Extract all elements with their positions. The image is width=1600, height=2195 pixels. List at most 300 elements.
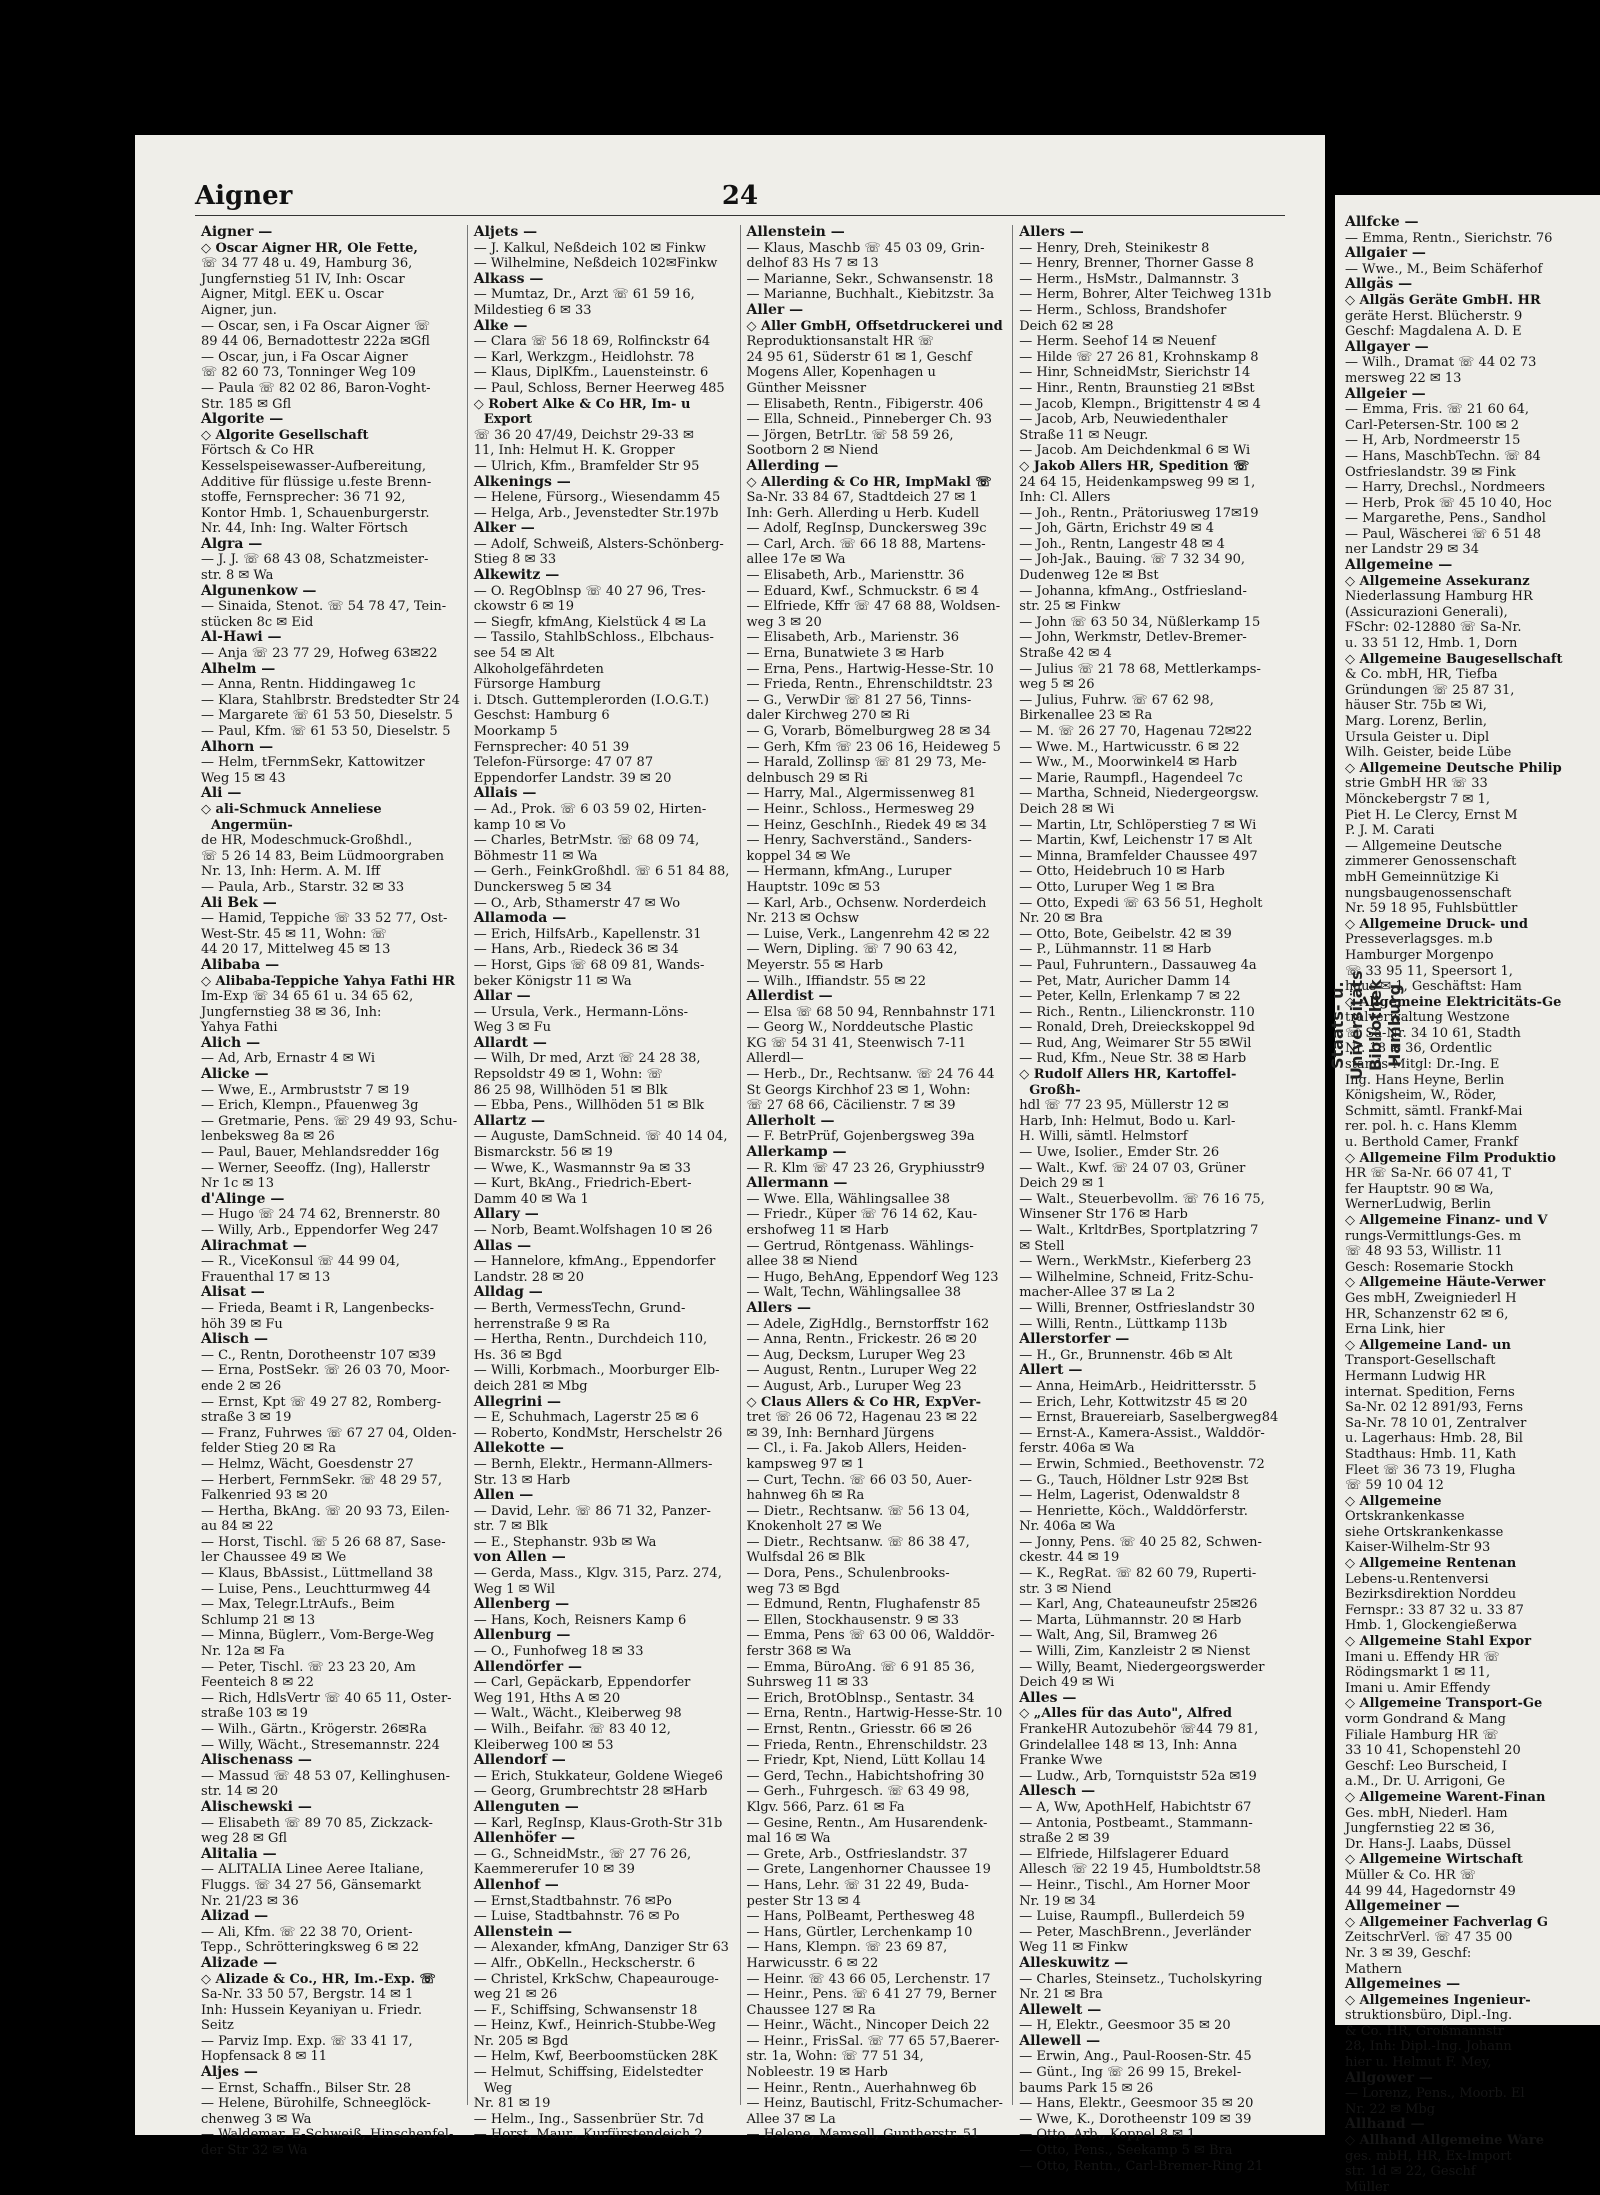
directory-entry: straße 2 ✉ 39 <box>1019 1831 1110 1847</box>
directory-entry: — Paula, Arb., Starstr. 32 ✉ 33 <box>201 879 405 895</box>
directory-entry: Nr. 3 ✉ 39, Geschf: <box>1345 1945 1472 1961</box>
directory-entry: Niederlassung Hamburg HR <box>1345 589 1533 605</box>
directory-entry: Frauenthal 17 ✉ 13 <box>201 1269 331 1285</box>
directory-entry: — Massud ☏ 48 53 07, Kellinghusen- <box>201 1768 451 1784</box>
directory-entry: — Margarethe, Pens., Sandhol <box>1345 511 1546 527</box>
directory-entry: — Wwe, K., Wasmannstr 9a ✉ 33 <box>473 1160 691 1176</box>
directory-entry: Allenhöfer — <box>473 1830 576 1847</box>
directory-entry: Str. 13 ✉ Harb <box>473 1472 571 1488</box>
directory-entry: Allerstorfer — <box>1019 1331 1130 1348</box>
directory-entry: Mathern <box>1345 1961 1402 1977</box>
directory-entry: — Georg, Grumbrechtstr 28 ✉Harb <box>473 1784 708 1800</box>
directory-entry: Nr. 22 ✉ Mbg <box>1345 2101 1436 2117</box>
directory-entry: — Hans, MaschbTechn. ☏ 84 <box>1345 448 1541 464</box>
directory-entry: zimmerer Genossenschaft <box>1345 854 1517 870</box>
directory-entry: Alicke — <box>201 1066 269 1083</box>
directory-entry: — Henriette, Köch., Walddörferstr. <box>1019 1503 1248 1519</box>
directory-entry: — Willi, Brenner, Ostfrieslandstr 30 <box>1019 1300 1255 1316</box>
directory-entry: Presseverlagsges. m.b <box>1345 932 1493 948</box>
directory-entry: Alke — <box>473 317 528 334</box>
directory-entry: — Horst, Maur., Kurfürstendeich 2 <box>473 2127 703 2143</box>
directory-entry: Ali Bek — <box>201 894 277 911</box>
facing-page <box>1335 195 1600 2195</box>
directory-entry: ◇ Allgemeine Transport-Ge <box>1345 1696 1543 1712</box>
directory-entry: — Erich, Stukkateur, Goldene Wiege6 <box>473 1768 723 1784</box>
directory-entry: Geschst: Hamburg 6 <box>473 708 610 724</box>
directory-entry: Allamoda — <box>473 910 567 927</box>
directory-entry: ◇ Allgemeine Rentenan <box>1345 1556 1517 1572</box>
directory-entry: — Paul, Wäscherei ☏ 6 51 48 <box>1345 526 1542 542</box>
directory-entry: — Elsa ☏ 68 50 94, Rennbahnstr 171 <box>746 1004 997 1020</box>
directory-entry: — Ulrich, Kfm., Bramfelder Str 95 <box>473 458 700 474</box>
directory-entry: straße 3 ✉ 19 <box>201 1410 292 1426</box>
directory-entry: — John, Werkmstr, Detlev-Bremer- <box>1019 630 1247 646</box>
directory-entry: — Oscar, sen, i Fa Oscar Aigner ☏ <box>201 318 431 334</box>
directory-entry: — Heinz, GeschInh., Riedek 49 ✉ 34 <box>746 817 987 833</box>
directory-entry: — Erich, Lehr, Kottwitzstr 45 ✉ 20 <box>1019 1394 1248 1410</box>
directory-entry: Lebens-u.Rentenversi <box>1345 1571 1489 1587</box>
directory-entry: str. 25 ✉ Finkw <box>1019 599 1121 615</box>
directory-entry: mersweg 22 ✉ 13 <box>1345 370 1462 386</box>
directory-entry: ferstr 368 ✉ Wa <box>746 1644 852 1660</box>
directory-entry: — Ellen, Stockhausenstr. 9 ✉ 33 <box>746 1612 960 1628</box>
directory-entry: macher-Allee 37 ✉ La 2 <box>1019 1285 1175 1301</box>
directory-entry: ◇ Allgemeine <box>1345 1493 1442 1509</box>
directory-entry: — Herbert, FernmSekr. ☏ 48 29 57, <box>201 1472 442 1488</box>
directory-entry: — Ernst, Brauereiarb, Saselbergweg84 <box>1019 1410 1279 1426</box>
directory-entry: mal 16 ✉ Wa <box>746 1831 831 1847</box>
directory-entry: — Adolf, Schweiß, Alsters-Schönberg- <box>473 536 724 552</box>
directory-entry: Kesselspeisewasser-Aufbereitung, <box>201 458 427 474</box>
directory-entry: — Hannelore, kfmAng., Eppendorfer <box>473 1254 716 1270</box>
directory-entry: Weg 11 ✉ Finkw <box>1019 1940 1128 1956</box>
directory-entry: — Jonny, Pens. ☏ 40 25 82, Schwen- <box>1019 1534 1262 1550</box>
directory-entry: — G., SchneidMstr., ☏ 27 76 26, <box>473 1846 692 1862</box>
directory-entry: Alisch — <box>201 1331 268 1348</box>
directory-entry: Allers — <box>1019 224 1084 240</box>
directory-entry: Hamburger Morgenpo <box>1345 947 1494 963</box>
directory-entry: — Walt., Wächt., Kleiberweg 98 <box>473 1706 682 1722</box>
directory-entry: Günther Meissner <box>746 380 867 396</box>
directory-entry: Kleiberweg 100 ✉ 53 <box>473 1737 614 1753</box>
directory-entry: — Julius ☏ 21 78 68, Mettlerkamps- <box>1019 661 1261 677</box>
directory-entry: Aller — <box>746 301 804 318</box>
directory-entry: — Werner, Seeoffz. (Ing), Hallerstr <box>201 1160 430 1176</box>
directory-entry: Allen — <box>473 1487 534 1504</box>
directory-entry: — Ella, Schneid., Pinneberger Ch. 93 <box>746 412 993 428</box>
directory-entry: — Harry, Mal., Algermissenweg 81 <box>746 786 977 802</box>
directory-entry: ◇ Allgemeine Warent-Finan <box>1345 1789 1546 1805</box>
directory-entry: — Otto, Pens., Seekamp 5 ✉ Bra <box>1019 2143 1233 2159</box>
directory-entry: — H., Gr., Brunnenstr. 46b ✉ Alt <box>1019 1347 1233 1363</box>
directory-entry: au 84 ✉ 22 <box>201 1519 274 1535</box>
directory-entry: str. 14 ✉ 20 <box>201 1784 279 1800</box>
directory-entry: — Charles, BetrMstr. ☏ 68 09 74, <box>473 833 700 849</box>
directory-entry: — Hans, PolBeamt, Perthesweg 48 <box>746 1909 975 1925</box>
directory-entry: von Allen — <box>473 1549 566 1566</box>
directory-entry: — Dora, Pens., Schulenbrooks- <box>746 1566 950 1582</box>
directory-entry: — Helmz, Wächt, Goesdenstr 27 <box>201 1456 414 1472</box>
directory-entry: Franke Wwe <box>1019 1753 1103 1769</box>
directory-entry: Erna Link, hier <box>1345 1322 1445 1338</box>
directory-entry: Nr. 213 ✉ Ochsw <box>746 911 860 927</box>
directory-entry: ende 2 ✉ 26 <box>201 1378 282 1394</box>
directory-entry: — G, Vorarb, Bömelburgweg 28 ✉ 34 <box>746 724 991 739</box>
directory-entry: Müller & Co. HR ☏ <box>1345 1867 1477 1883</box>
directory-entry: — Horst, Tischl. ☏ 5 26 68 87, Sase- <box>201 1534 446 1550</box>
directory-entry: — Paul, Bauer, Mehlandsredder 16g <box>201 1145 440 1161</box>
directory-entry: — Emma, Pens ☏ 63 00 06, Walddör- <box>746 1628 995 1644</box>
directory-entry: Harb, Inh: Helmut, Bodo u. Karl- <box>1019 1113 1236 1129</box>
directory-entry: — Erna, PostSekr. ☏ 26 03 70, Moor- <box>201 1363 450 1379</box>
directory-entry: Deich 29 ✉ 1 <box>1019 1176 1106 1192</box>
directory-entry: — Ronald, Dreh, Dreieckskoppel 9d <box>1019 1020 1255 1036</box>
directory-entry: Nr. 13, Inh: Herm. A. M. Iff <box>201 864 381 880</box>
directory-entry: — Hans, Koch, Reisners Kamp 6 <box>473 1612 687 1628</box>
directory-entry: ◇ Allgemeine Druck- und <box>1345 916 1528 932</box>
directory-entry: Allegrini — <box>473 1393 562 1410</box>
directory-entry: vorm Gondrand & Mang <box>1345 1712 1507 1727</box>
directory-entry: ◇ Allgemeine Elektricitäts-Ge <box>1345 994 1562 1010</box>
directory-entry: — Willi, Zim, Kanzleistr 2 ✉ Nienst <box>1019 1644 1251 1660</box>
directory-entry: — Helene, Bürohilfe, Schneeglöck- <box>201 2096 431 2112</box>
directory-entry: — Frieda, Rentn., Ehrenschildstr. 23 <box>746 1737 988 1753</box>
directory-entry: felder Stieg 20 ✉ Ra <box>201 1441 336 1457</box>
directory-entry: — M. ☏ 26 27 70, Hagenau 72✉22 <box>1019 724 1253 739</box>
directory-entry: ◇ Allgemeine Stahl Expor <box>1345 1634 1532 1650</box>
column-1 <box>195 224 468 2159</box>
directory-entry: straße 103 ✉ 19 <box>201 1706 308 1722</box>
directory-entry: delhof 83 Hs 7 ✉ 13 <box>746 256 879 272</box>
directory-entry: — Karl, Arb., Ochsenw. Norderdeich <box>746 895 987 911</box>
directory-entry: — J. Kalkul, Neßdeich 102 ✉ Finkw <box>473 240 706 256</box>
directory-entry: Stieg 8 ✉ 33 <box>473 552 557 568</box>
directory-entry: Ortskrankenkasse <box>1345 1509 1465 1525</box>
directory-entry: — Norb, Beamt.Wolfshagen 10 ✉ 26 <box>473 1223 713 1238</box>
directory-entry: Böhmestr 11 ✉ Wa <box>473 848 598 864</box>
directory-entry: Algunenkow — <box>201 582 317 599</box>
directory-entry: — Gertrud, Röntgenass. Wählings- <box>746 1238 974 1254</box>
directory-entry: Allas — <box>473 1237 532 1254</box>
directory-entry: 24 64 15, Heidenkampsweg 99 ✉ 1, <box>1019 474 1256 490</box>
directory-entry: — Lorenz, Pens., Moorb. El <box>1345 2086 1525 2102</box>
directory-entry: — Karl, Ang, Chateauneufstr 25✉26 <box>1019 1597 1258 1613</box>
directory-entry: — Helmut, Schiffsing, Eidelstedter Weg <box>473 2065 703 2096</box>
directory-entry: Allgaier — <box>1345 245 1426 262</box>
directory-entry: — Gerh, Kfm ☏ 23 06 16, Heideweg 5 <box>746 739 1001 755</box>
directory-entry: West-Str. 45 ✉ 11, Wohn: ☏ <box>201 926 387 942</box>
directory-entry: — Gerda, Mass., Klgv. 315, Parz. 274, <box>473 1566 722 1582</box>
directory-entry: Straße 11 ✉ Neugr. <box>1019 427 1149 443</box>
directory-entry: — John ☏ 63 50 34, Nüßlerkamp 15 <box>1019 614 1261 630</box>
directory-entry: — Otto, Bote, Geibelstr. 42 ✉ 39 <box>1019 926 1232 942</box>
directory-entry: — Walt, Ang, Sil, Bramweg 26 <box>1019 1628 1218 1644</box>
directory-entry: ☏ Sa-Nr. 34 10 61, Stadth <box>1345 1025 1521 1041</box>
directory-entry: — Peter, Kelln, Erlenkamp 7 ✉ 22 <box>1019 989 1241 1005</box>
directory-entry: — Erwin, Ang., Paul-Roosen-Str. 45 <box>1019 2049 1252 2065</box>
directory-entry: allee 38 ✉ Niend <box>746 1254 858 1270</box>
directory-entry: — Herm, Bohrer, Alter Teichweg 131b <box>1019 287 1272 303</box>
directory-entry: Nobleestr. 19 ✉ Harb <box>746 2065 888 2081</box>
directory-entry: Allenhof — <box>473 1876 559 1893</box>
directory-entry: — Heinr., Pens. ☏ 6 41 27 79, Berner <box>746 1987 997 2003</box>
directory-entry: — Günt., Ing ☏ 26 99 15, Brekel- <box>1019 2065 1242 2081</box>
directory-entry: — Klara, Stahlbrstr. Bredstedter Str 24 <box>201 692 460 708</box>
directory-entry: Allerdist — <box>746 988 833 1005</box>
directory-entry: Alleskuwitz — <box>1019 1954 1129 1971</box>
directory-entry: ◇ Allgemeines Ingenieur- <box>1345 1992 1531 2008</box>
directory-entry: — Wwe. M., Hartwicusstr. 6 ✉ 22 <box>1019 739 1240 755</box>
directory-entry: Alibaba — <box>201 956 280 973</box>
directory-entry: Klgv. 566, Parz. 61 ✉ Fa <box>746 1799 905 1815</box>
directory-entry: — Anna, Rentn. Hiddingaweg 1c <box>201 677 416 693</box>
directory-entry: Jungfernstieg 51 IV, Inh: Oscar <box>201 271 405 287</box>
directory-entry: ◇ Allerding & Co HR, ImpMakl ☏ <box>746 474 992 490</box>
directory-entry: Allenstein — <box>746 224 845 240</box>
directory-entry: — Helm, tFernmSekr, Kattowitzer <box>201 755 425 771</box>
directory-entry: — Emma, BüroAng. ☏ 6 91 85 36, <box>746 1659 975 1675</box>
directory-entry: — Julius, Fuhrw. ☏ 67 62 98, <box>1019 692 1214 708</box>
directory-entry: Ursula Geister u. Dipl <box>1345 729 1490 745</box>
directory-entry: — Ad, Arb, Ernastr 4 ✉ Wi <box>201 1051 376 1067</box>
directory-entry: — Walt., Steuerbevollm. ☏ 76 16 75, <box>1019 1191 1265 1207</box>
directory-entry: — Wilhelmine, Schneid, Fritz-Schu- <box>1019 1269 1254 1285</box>
directory-entry: — Minna, Büglerr., Vom-Berge-Weg <box>201 1628 435 1644</box>
directory-entry: Schlump 21 ✉ 13 <box>201 1612 316 1628</box>
directory-entry: — Henry, Dreh, Steinikestr 8 <box>1019 240 1210 256</box>
directory-entry: — Mumtaz, Dr., Arzt ☏ 61 59 16, <box>473 287 695 303</box>
directory-entry: Nr. 59 18 95, Fuhlsbüttler <box>1345 901 1518 917</box>
directory-entry: — Dietr., Rechtsanw. ☏ 86 38 47, <box>746 1534 970 1550</box>
directory-entry: — Otto, Luruper Weg 1 ✉ Bra <box>1019 879 1215 895</box>
directory-entry: Winsener Str 176 ✉ Harb <box>1019 1207 1188 1223</box>
directory-entry: Kaiser-Wilhelm-Str 93 <box>1345 1540 1491 1556</box>
directory-entry: — Christel, KrkSchw, Chapeaurouge- <box>473 1971 719 1987</box>
directory-entry: — Willi, Rentn., Lüttkamp 113b <box>1019 1316 1228 1332</box>
directory-entry: Allartz — <box>473 1112 545 1129</box>
directory-entry: — R. Klm ☏ 47 23 26, Gryphiusstr9 <box>746 1160 985 1176</box>
directory-entry: see 54 ✉ Alt <box>473 646 555 662</box>
directory-entry: Tepp., Schrötteringksweg 6 ✉ 22 <box>201 1940 419 1956</box>
directory-entry: — Parviz Imp. Exp. ☏ 33 41 17, <box>201 2033 413 2049</box>
directory-entry: — Ww., M., Moorwinkel4 ✉ Harb <box>1019 755 1238 771</box>
directory-entry: — Elisabeth, Arb., Marienstr. 36 <box>746 630 960 646</box>
directory-entry: — Harry, Drechsl., Nordmeers <box>1345 480 1546 496</box>
directory-entry: Im-Exp ☏ 34 65 61 u. 34 65 62, <box>201 989 414 1005</box>
page-number: 24 <box>721 181 759 211</box>
directory-entry: a.M., Dr. U. Arrigoni, Ge <box>1345 1774 1506 1790</box>
directory-entry: rer. pol. h. c. Hans Klemm <box>1345 1119 1518 1135</box>
directory-entry: Allenburg — <box>473 1627 571 1644</box>
directory-entry: Nr. 21/23 ✉ 36 <box>201 1893 299 1909</box>
directory-entry: Aljets — <box>473 224 538 240</box>
directory-entry: — Hertha, Rentn., Durchdeich 110, <box>473 1332 708 1348</box>
directory-entry: — O., Arb, Sthamerstr 47 ✉ Wo <box>473 895 681 911</box>
directory-entry: — Otto, Heidebruch 10 ✉ Harb <box>1019 864 1225 880</box>
directory-entry: — Wern, Dipling. ☏ 7 90 63 42, <box>746 942 958 958</box>
directory-entry: Allenstein — <box>473 1923 572 1940</box>
directory-entry: Allgemeines — <box>1345 1976 1461 1993</box>
directory-entry: (Assicurazioni Generali), <box>1345 604 1508 620</box>
directory-entry: Nr. 12a ✉ Fa <box>201 1644 285 1660</box>
directory-entry: — P., Lühmannstr. 11 ✉ Harb <box>1019 942 1212 958</box>
directory-entry: i. Dtsch. Guttemplerorden (I.O.G.T.) <box>473 692 709 708</box>
directory-entry: — Helga, Arb., Jevenstedter Str.197b <box>473 505 719 521</box>
directory-entry: Allee 37 ✉ La <box>746 2111 836 2127</box>
directory-entry: Allar — <box>473 988 531 1005</box>
directory-entry: Rödingsmarkt 1 ✉ 11, <box>1345 1665 1491 1681</box>
directory-entry: & Co. HR, Großmannstr <box>1345 2023 1504 2039</box>
directory-entry: — F., Schiffsing, Schwansenstr 18 <box>473 2002 698 2018</box>
directory-entry: weg 3 ✉ 20 <box>746 614 822 630</box>
directory-entry: ◇ Allgemeiner Fachverlag G <box>1345 1914 1548 1930</box>
directory-entry: — ALITALIA Linee Aeree Italiane, <box>201 1862 424 1878</box>
directory-entry: — Heinr., Schloss., Hermesweg 29 <box>746 801 975 817</box>
directory-entry: — Heinr., FrisSal. ☏ 77 65 57,Baerer- <box>746 2033 1000 2049</box>
directory-entry: ges. mbH, HR, Ex-Import <box>1345 2148 1512 2164</box>
directory-entry: — Luise, Pens., Leuchtturmweg 44 <box>201 1581 431 1597</box>
directory-entry: — Hermann, kfmAng., Luruper <box>746 864 952 880</box>
directory-entry: Transport-Gesellschaft <box>1345 1353 1496 1369</box>
directory-entry: Ges. mbH, Niederl. Ham <box>1345 1805 1508 1821</box>
directory-entry: Additive für flüssige u.feste Brenn- <box>201 474 432 490</box>
directory-entry: — Jacob, Arb, Neuwiedenthaler <box>1019 412 1228 428</box>
directory-entry: Hs. 36 ✉ Bgd <box>473 1347 562 1363</box>
directory-entry: — Helene, Fürsorg., Wiesendamm 45 <box>473 490 721 506</box>
directory-entry: — Uwe, Isolier., Emder Str. 26 <box>1019 1145 1220 1161</box>
directory-entry: — Johanna, kfmAng., Ostfriesland- <box>1019 583 1247 599</box>
directory-entry: — Klaus, Maschb ☏ 45 03 09, Grin- <box>746 240 985 256</box>
directory-entry: — Grete, Arb., Ostfrieslandstr. 37 <box>746 1846 968 1862</box>
directory-entry: Eppendorfer Landstr. 39 ✉ 20 <box>473 770 672 786</box>
directory-entry: HR, Schanzenstr 62 ✉ 6, <box>1345 1306 1509 1322</box>
directory-entry: Allais — <box>473 785 537 802</box>
directory-entry: Deich 28 ✉ Wi <box>1019 801 1115 817</box>
directory-entry: kampsweg 97 ✉ 1 <box>746 1456 865 1472</box>
directory-entry: strie GmbH HR ☏ 33 <box>1345 776 1488 792</box>
directory-entry: Nr 1c ✉ 13 <box>201 1176 274 1192</box>
directory-entry: — Gesine, Rentn., Am Husarendenk- <box>746 1815 988 1831</box>
directory-entry: — Hans, Elektr., Geesmoor 35 ✉ 20 <box>1019 2096 1254 2112</box>
directory-entry: — E., Stephanstr. 93b ✉ Wa <box>473 1534 657 1550</box>
directory-entry: Marg. Lorenz, Berlin, <box>1345 714 1487 729</box>
directory-entry: Aljes — <box>201 2064 258 2081</box>
directory-entry: — H, Elektr., Geesmoor 35 ✉ 20 <box>1019 2018 1231 2034</box>
directory-entry: Str. 185 ✉ Gfl <box>201 396 292 412</box>
directory-entry: — H, Arb, Nordmeerstr 15 <box>1345 433 1521 449</box>
directory-entry: delnbusch 29 ✉ Ri <box>746 770 868 786</box>
directory-entry: — Wilhelmine, Neßdeich 102✉Finkw <box>473 256 718 272</box>
directory-entry: Kontor Hmb. 1, Schauenburgerstr. <box>201 505 430 521</box>
directory-entry: de HR, Modeschmuck-Großhdl., <box>201 833 413 849</box>
directory-entry: kamp 10 ✉ Vo <box>473 817 566 833</box>
directory-entry: Alischewski — <box>201 1798 312 1815</box>
running-head-name: Aigner <box>195 181 293 211</box>
directory-entry: ◇ Allgemeine Land- un <box>1345 1337 1511 1353</box>
directory-entry: — Wern., WerkMstr., Kieferberg 23 <box>1019 1254 1252 1270</box>
directory-entry: — Martin, Ltr, Schlöperstieg 7 ✉ Wi <box>1019 817 1257 833</box>
directory-entry: Gesch: Rosemarie Stockh <box>1345 1259 1514 1275</box>
directory-entry: — Heinr., Wächt., Nincoper Deich 22 <box>746 2018 990 2034</box>
directory-entry: — Wwe., M., Beim Schäferhof <box>1345 261 1543 277</box>
directory-entry: Allekotte — <box>473 1440 564 1457</box>
directory-entry: — Paul, Schloss, Berner Heerweg 485 <box>473 380 725 396</box>
directory-entry: koppel 34 ✉ We <box>746 848 851 864</box>
directory-entry: str. 3 ✉ Niend <box>1019 1581 1112 1597</box>
directory-entry: Jungfernstieg 22 ✉ 36, <box>1345 1821 1495 1837</box>
directory-entry: — Wilh., Gärtn., Krögerstr. 26✉Ra <box>201 1722 427 1737</box>
directory-entry: — Antonia, Postbeamt., Stammann- <box>1019 1815 1253 1831</box>
directory-entry: Allhand — <box>1345 2116 1425 2133</box>
directory-entry: ☏ 34 77 48 u. 49, Hamburg 36, <box>201 256 413 272</box>
directory-entry: Landstr. 28 ✉ 20 <box>473 1269 585 1285</box>
directory-entry: ◇ Allgemeine Film Produktio <box>1345 1150 1556 1166</box>
directory-entry: — Walt., Kwf. ☏ 24 07 03, Grüner <box>1019 1160 1246 1176</box>
directory-entry: — Erna, Rentn., Hartwig-Hesse-Str. 10 <box>746 1706 1003 1722</box>
directory-entry: — August, Rentn., Luruper Weg 22 <box>746 1363 978 1379</box>
directory-entry: stoffe, Fernsprecher: 36 71 92, <box>201 490 406 506</box>
directory-entry: — Clara ☏ 56 18 69, Rolfinckstr 64 <box>473 334 711 350</box>
directory-entry: — Wilh., Iffiandstr. 55 ✉ 22 <box>746 973 927 989</box>
directory-entry: — Erich, HilfsArb., Kapellenstr. 31 <box>473 926 702 942</box>
directory-entry: — Rud, Kfm., Neue Str. 38 ✉ Harb <box>1019 1051 1247 1067</box>
library-stamp: Staats- u. Universitäts Bibliothek Hamburg <box>1328 970 1404 1080</box>
directory-entry: weg 21 ✉ 26 <box>473 1987 558 2003</box>
directory-entry: — Rud, Ang, Weimarer Str 55 ✉Wil <box>1019 1035 1252 1051</box>
directory-entry: — Ernst, Kpt ☏ 49 27 82, Romberg- <box>201 1394 442 1410</box>
directory-entry: Aigner, Mitgl. EEK u. Oscar <box>201 287 384 303</box>
directory-entry: Kaemmererufer 10 ✉ 39 <box>473 1862 635 1878</box>
directory-entry: — Hans, Klempn. ☏ 23 69 87, <box>746 1940 948 1956</box>
directory-entry: — Hertha, BkAng. ☏ 20 93 73, Eilen- <box>201 1503 450 1519</box>
directory-entry: Geschf: Magdalena A. D. E <box>1345 324 1522 340</box>
directory-entry: Fernsprecher: 40 51 39 <box>473 739 630 755</box>
directory-entry: — Marie, Raumpfl., Hagendeel 7c <box>1019 770 1243 786</box>
directory-entry: — K., RegRat. ☏ 82 60 79, Ruperti- <box>1019 1566 1257 1582</box>
directory-entry: Allgayer — <box>1345 338 1429 355</box>
directory-entry: Alker — <box>473 520 535 537</box>
directory-entry: — Heinr., Tischl., Am Horner Moor <box>1019 1877 1250 1893</box>
directory-entry: Mogens Aller, Kopenhagen u <box>746 365 936 381</box>
directory-entry: — Erich, BrotOblnsp., Sentastr. 34 <box>746 1690 975 1706</box>
directory-entry: — Erich, Klempn., Pfauenweg 3g <box>201 1098 419 1114</box>
directory-entry: Ing. Hans Heyne, Berlin <box>1345 1072 1505 1088</box>
directory-entry: — Wwe. Ella, Wählingsallee 38 <box>746 1191 951 1207</box>
directory-entry: — Eduard, Kwf., Schmuckstr. 6 ✉ 4 <box>746 583 980 599</box>
directory-entry: u. 33 51 12, Hmb. 1, Dorn <box>1345 636 1518 652</box>
directory-entry: Allers — <box>746 1299 812 1316</box>
directory-entry: 86 25 98, Willhöden 51 ✉ Blk <box>473 1082 668 1098</box>
directory-entry: 28, Inh: Dipl.-Ing. Johann <box>1345 2039 1512 2055</box>
directory-entry: Allert — <box>1019 1362 1083 1379</box>
directory-entry: ◇ „Alles für das Auto", Alfred <box>1019 1706 1232 1722</box>
directory-entry: — E, Schuhmach, Lagerstr 25 ✉ 6 <box>473 1410 699 1426</box>
directory-entry: — Ebba, Pens., Willhöden 51 ✉ Blk <box>473 1098 704 1114</box>
directory-entry: — Ernst, Schaffn., Bilser Str. 28 <box>201 2080 411 2096</box>
directory-entry: — Martin, Kwf, Leichenstr 17 ✉ Alt <box>1019 833 1253 849</box>
directory-entry: Alkoholgefährdeten <box>473 661 604 677</box>
directory-entry: — Adolf, RegInsp, Dunckersweg 39c <box>746 521 987 537</box>
directory-entry: — Gerh., Fuhrgesch. ☏ 63 49 98, <box>746 1784 970 1800</box>
directory-entry: Moorkamp 5 <box>473 724 558 739</box>
directory-entry: hdl ☏ 77 23 95, Müllerstr 12 ✉ <box>1019 1098 1229 1114</box>
directory-entry: — Walt., KrltdrBes, Sportplatzring 7 <box>1019 1223 1259 1238</box>
directory-entry: — Willy, Wächt., Stresemannstr. 224 <box>201 1737 440 1753</box>
directory-entry: Nr. 21 ✉ Bra <box>1019 1987 1103 2003</box>
directory-entry: — Anna, Rentn., Frickestr. 26 ✉ 20 <box>746 1332 978 1348</box>
directory-entry: P. J. M. Carati <box>1345 823 1435 839</box>
directory-entry: ◇ Allgemeine Wirtschaft <box>1345 1852 1523 1868</box>
